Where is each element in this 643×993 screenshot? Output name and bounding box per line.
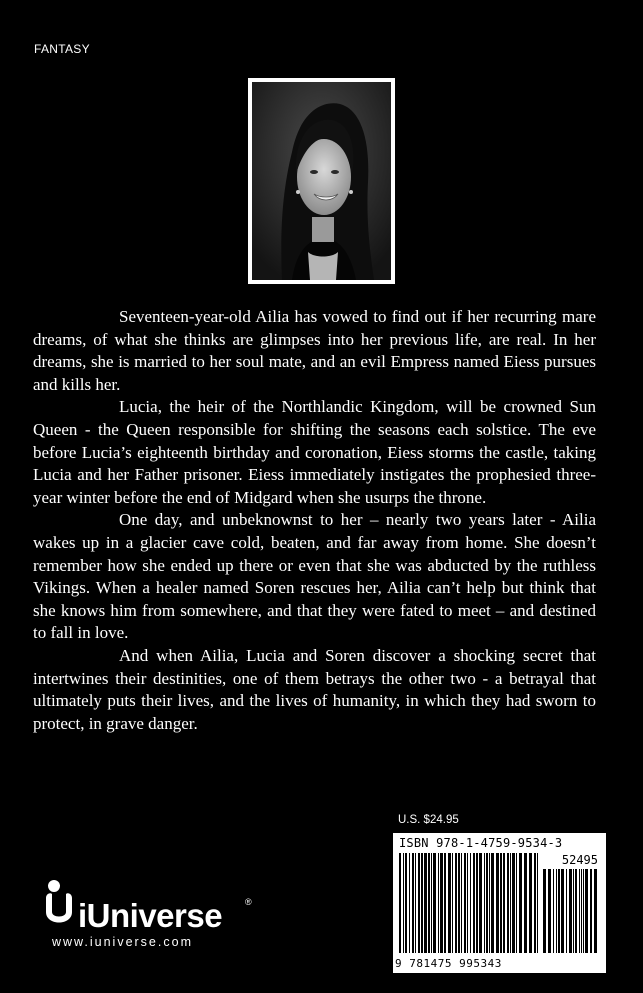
barcode-bar (524, 853, 527, 953)
barcode-bar (467, 853, 468, 953)
barcode-bar (575, 869, 577, 953)
ean-digits: 9 781475 995343 (395, 957, 502, 970)
barcode-bar (566, 869, 567, 953)
price-barcode-icon (543, 869, 599, 953)
barcode-bar (464, 853, 466, 953)
barcode-bar (444, 853, 446, 953)
barcode-bar (433, 853, 436, 953)
barcode-bar (573, 869, 574, 953)
barcode-bar (489, 853, 490, 953)
book-description (33, 306, 596, 735)
author-portrait-image (252, 82, 391, 280)
barcode-bar (553, 869, 554, 953)
registered-mark-icon: ® (245, 897, 252, 907)
barcode-bar (519, 853, 522, 953)
barcode-bar (470, 853, 471, 953)
barcode-bar (458, 853, 460, 953)
publisher-url: www.iuniverse.com (52, 935, 193, 949)
barcode-bar (473, 853, 475, 953)
barcode-bar (579, 869, 580, 953)
barcode-bar (409, 853, 410, 953)
barcode-bar (529, 853, 532, 953)
barcode-bar (548, 869, 551, 953)
barcode-bar (512, 853, 515, 953)
barcode-bar (569, 869, 572, 953)
barcode-bar (403, 853, 404, 953)
barcode-bar (455, 853, 457, 953)
barcode-bar (452, 853, 453, 953)
barcode (393, 833, 606, 973)
barcode-bar (585, 869, 588, 953)
barcode-bar (543, 869, 546, 953)
barcode-bar (448, 853, 451, 953)
barcode-bar (581, 869, 582, 953)
barcode-bar (534, 853, 536, 953)
barcode-bar (461, 853, 462, 953)
barcode-bar (558, 869, 560, 953)
barcode-bar (428, 853, 430, 953)
ean-barcode-icon (399, 853, 539, 953)
barcode-bar (583, 869, 584, 953)
barcode-bar (418, 853, 420, 953)
barcode-bar (484, 853, 485, 953)
barcode-bar (594, 869, 597, 953)
barcode-bar (431, 853, 432, 953)
author-photo (248, 78, 395, 284)
barcode-bar (424, 853, 427, 953)
barcode-bar (503, 853, 505, 953)
price-code: 52495 (561, 853, 598, 867)
isbn-number: ISBN 978-1-4759-9534-3 (399, 836, 563, 850)
description-paragraph: And when Ailia, Lucia and Soren discover a shocking secret that intertwines their destinities, one of them betrays the other two - a betrayal that ultimately puts their lives, and the lives of humanity, in which they had sworn to protect, in grave danger. (33, 645, 596, 733)
barcode-bar (476, 853, 478, 953)
description-paragraph: Seventeen-year-old Ailia has vowed to find out if her recurring mare dreams, of what she thinks are glimpses into her previous life, are real. In her dreams, she is married to her soul mate, and an evil Empress named Eiess pursues and kills her. (33, 307, 596, 394)
barcode-bar (405, 853, 407, 953)
barcode-bar (399, 853, 401, 953)
barcode-bar (510, 853, 511, 953)
barcode-bar (507, 853, 509, 953)
barcode-bar (556, 869, 557, 953)
barcode-bar (415, 853, 416, 953)
description-paragraph: Lucia, the heir of the Northlandic Kingdom, will be crowned Sun Queen - the Queen responsible for shifting the seasons each solstice. The eve before Lucia’s eighteenth birthday and coronation, Eiess storms the castle, taking Lucia and her Father prisoner. Eiess immediately instigates the prophesied three-year winter before the end of Midgard when she usurps the throne. (33, 397, 596, 507)
barcode-bar (438, 853, 439, 953)
barcode-bar (479, 853, 482, 953)
barcode-bar (590, 869, 592, 953)
iuniverse-logo-icon (40, 878, 80, 926)
genre-label: FANTASY (34, 42, 90, 56)
price-label: U.S. $24.95 (398, 814, 459, 826)
barcode-bar (500, 853, 502, 953)
barcode-bar (412, 853, 414, 953)
publisher-name: iUniverse (78, 897, 223, 934)
description-paragraph: One day, and unbeknownst to her – nearly two years later - Ailia wakes up in a glacier cave cold, beaten, and far away from home. She doesn’t remember how she ended up there or even that she was abducted by the ruthless Vikings. When a healer named Soren rescues her, Ailia can’t help but think that she knows him from somewhere, and that they were fated to meet – and destined to fall in love. (33, 510, 596, 643)
barcode-bar (537, 853, 538, 953)
barcode-bar (486, 853, 488, 953)
barcode-bar (561, 869, 564, 953)
barcode-bar (421, 853, 423, 953)
barcode-bar (516, 853, 517, 953)
barcode-bar (440, 853, 443, 953)
barcode-bar (496, 853, 499, 953)
barcode-bar (491, 853, 494, 953)
